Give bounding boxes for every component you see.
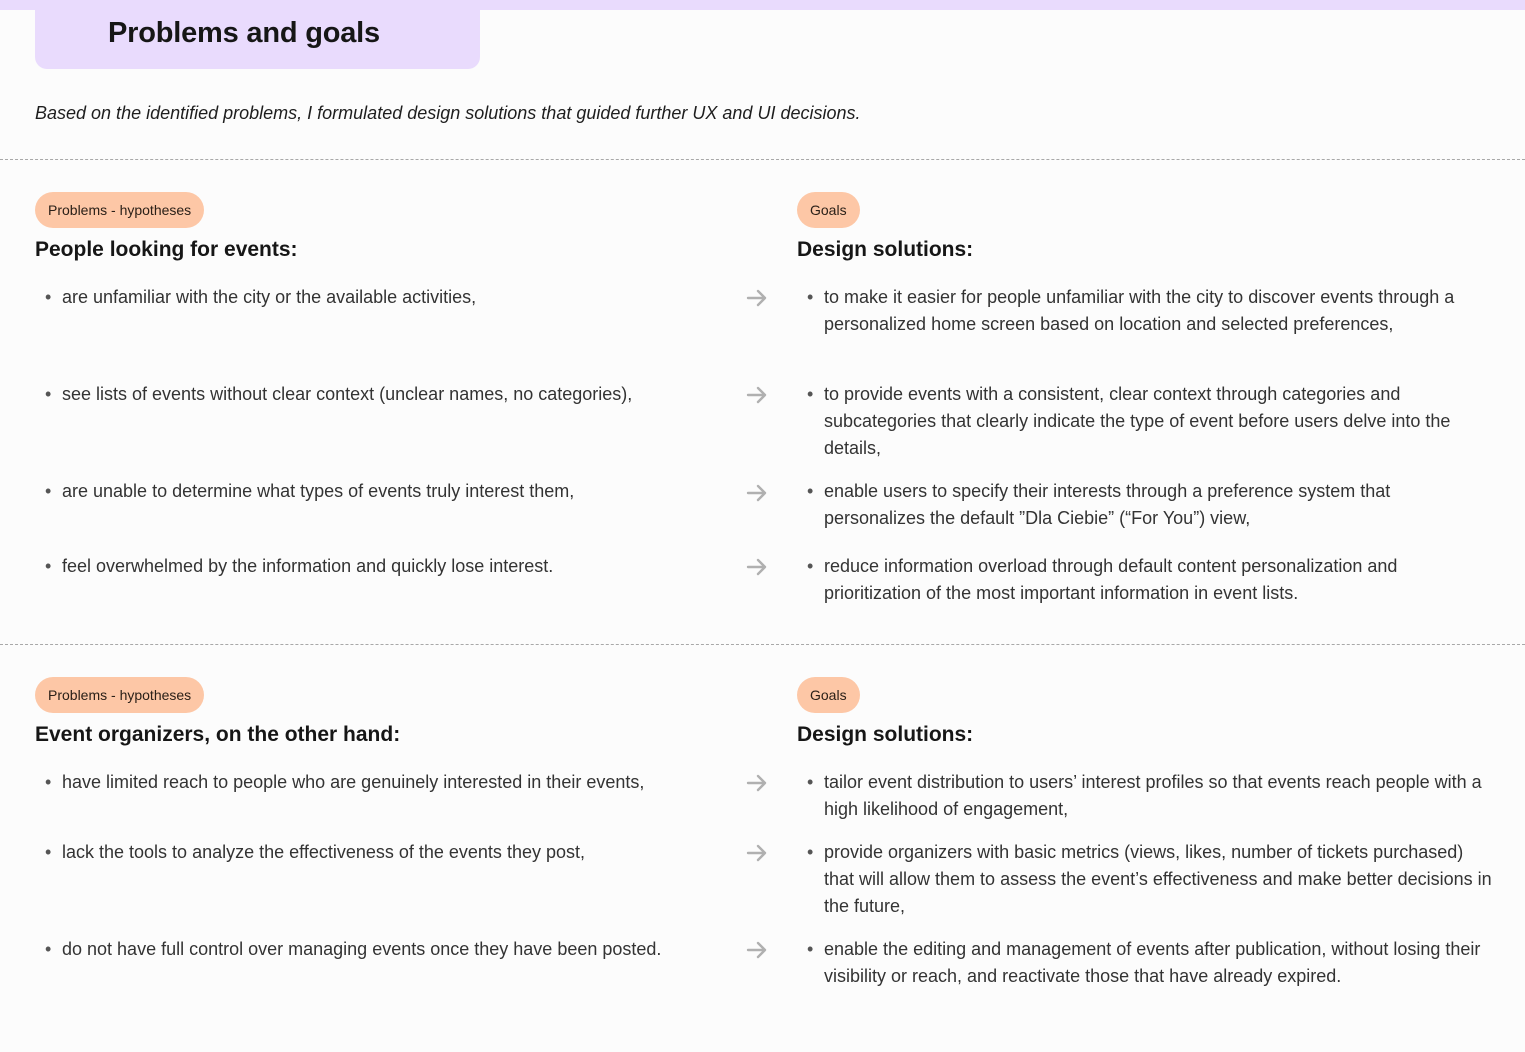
solution-item: [807, 284, 1494, 338]
problem-item: [45, 936, 702, 963]
bullet-icon: •: [45, 556, 52, 576]
solution-text: provide organizers with basic metrics (views, likes, number of tickets purchased) that will allow them to assess the event’s effectiveness and make better decisions in the future,: [824, 842, 1492, 916]
solution-text: to make it easier for people unfamiliar with the city to discover events through a personalized home screen based on location and selected preferences,: [824, 287, 1455, 334]
solution-item: [807, 936, 1494, 990]
goals-badge: Goals: [797, 677, 860, 713]
problems-badge: Problems - hypotheses: [35, 192, 204, 228]
bullet-icon: •: [45, 287, 52, 307]
problem-text: do not have full control over managing events once they have been posted.: [62, 939, 662, 959]
problems-badge: Problems - hypotheses: [35, 677, 204, 713]
solution-text: to provide events with a consistent, clear context through categories and subcategories that clearly indicate the type of event before users delve into the details,: [824, 384, 1451, 458]
bullet-icon: •: [807, 287, 814, 307]
solution-item: [807, 839, 1494, 920]
problem-text: are unfamiliar with the city or the available activities,: [62, 287, 477, 307]
problem-text: have limited reach to people who are genuinely interested in their events,: [62, 772, 645, 792]
problem-text: see lists of events without clear context (unclear names, no categories),: [62, 384, 633, 404]
problem-text: are unable to determine what types of events truly interest them,: [62, 481, 575, 501]
problem-item: [45, 381, 722, 408]
title-card: [35, 0, 480, 69]
bullet-icon: •: [45, 842, 52, 862]
bullet-icon: •: [45, 481, 52, 501]
goals-badge: Goals: [797, 192, 860, 228]
arrow-right-icon: [745, 481, 769, 505]
solution-item: [807, 478, 1494, 532]
arrow-right-icon: [745, 938, 769, 962]
bullet-icon: •: [807, 481, 814, 501]
solution-text: enable users to specify their interests through a preference system that personalizes the default ”Dla Ciebie” (“For You”) view,: [824, 481, 1391, 528]
problem-item: [45, 478, 722, 505]
section-divider: [0, 644, 1525, 645]
intro-text: Based on the identified problems, I formulated design solutions that guided further UX and UI decisions.: [35, 103, 861, 123]
solution-item: [807, 553, 1494, 607]
problem-item: [45, 769, 722, 796]
bullet-icon: •: [807, 842, 814, 862]
goals-heading: Design solutions:: [797, 723, 974, 746]
arrow-right-icon: [745, 841, 769, 865]
solution-text: enable the editing and management of events after publication, without losing their visibility or reach, and reactivate those that have already expired.: [824, 939, 1481, 986]
section-divider: [0, 159, 1525, 160]
arrow-right-icon: [745, 383, 769, 407]
problems-heading: Event organizers, on the other hand:: [35, 723, 401, 746]
solution-text: reduce information overload through default content personalization and prioritization of the most important information in event lists.: [824, 556, 1398, 603]
solution-text: tailor event distribution to users’ interest profiles so that events reach people with a high likelihood of engagement,: [824, 772, 1482, 819]
arrow-right-icon: [745, 771, 769, 795]
solution-item: [807, 381, 1494, 462]
page-title: Problems and goals: [108, 17, 380, 49]
problem-text: lack the tools to analyze the effectiveness of the events they post,: [62, 842, 585, 862]
problem-text: feel overwhelmed by the information and quickly lose interest.: [62, 556, 554, 576]
bullet-icon: •: [45, 384, 52, 404]
bullet-icon: •: [807, 556, 814, 576]
bullet-icon: •: [45, 939, 52, 959]
solution-item: [807, 769, 1494, 823]
arrow-right-icon: [745, 286, 769, 310]
arrow-right-icon: [745, 555, 769, 579]
bullet-icon: •: [807, 772, 814, 792]
bullet-icon: •: [807, 384, 814, 404]
problem-item: [45, 553, 722, 580]
goals-heading: Design solutions:: [797, 238, 974, 261]
bullet-icon: •: [45, 772, 52, 792]
problem-item: [45, 839, 722, 866]
problems-heading: People looking for events:: [35, 238, 298, 261]
bullet-icon: •: [807, 939, 814, 959]
problem-item: [45, 284, 722, 311]
